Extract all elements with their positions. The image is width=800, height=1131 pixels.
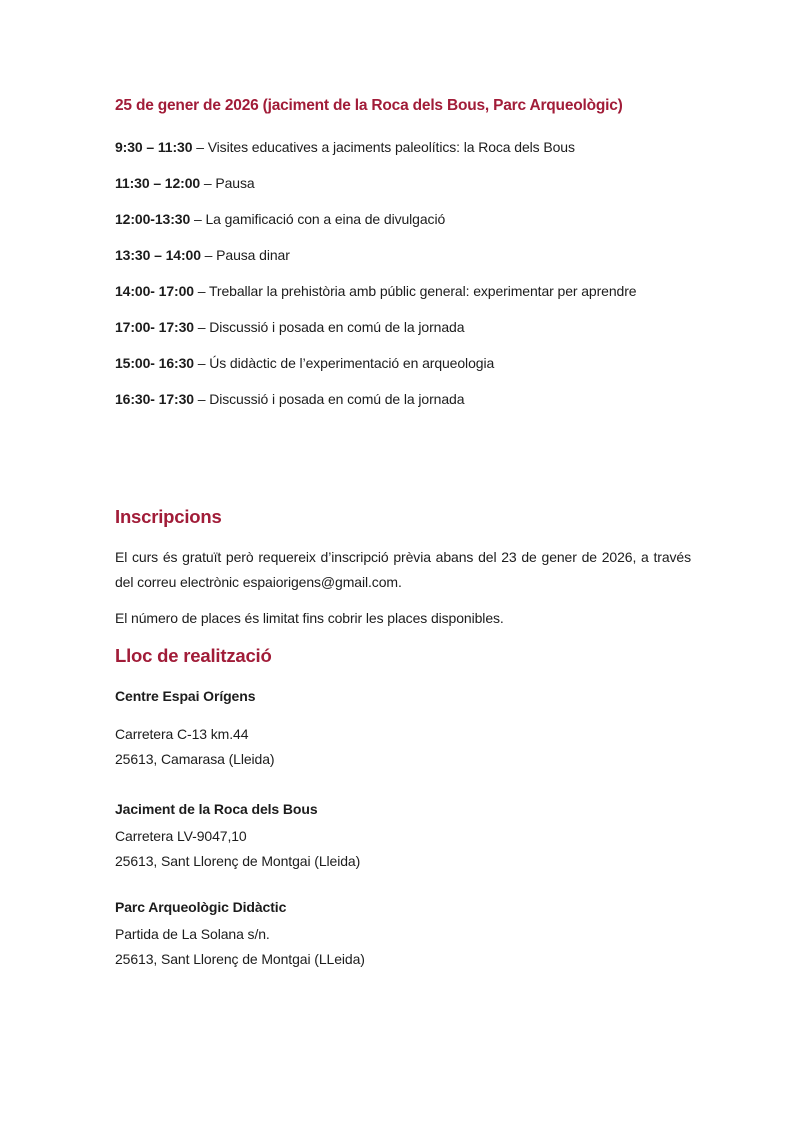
- location-address: [115, 922, 691, 972]
- schedule-time: 12:00-13:30: [115, 211, 191, 227]
- inscriptions-paragraph: El curs és gratuït però requereix d’inscripció prèvia abans del 23 de gener de 2026, a través del correu electrònic espaiorigens@gmail.com.: [115, 549, 691, 590]
- schedule-time: 16:30- 17:30: [115, 391, 194, 407]
- schedule-separator: –: [193, 355, 210, 371]
- location-name: Centre Espai Orígens: [115, 688, 256, 704]
- schedule-item: [115, 173, 691, 193]
- schedule-separator: –: [200, 175, 216, 191]
- location-name: Jaciment de la Roca dels Bous: [115, 801, 318, 817]
- location-address: [115, 824, 691, 874]
- location-heading: Lloc de realització: [115, 645, 272, 666]
- schedule-item: [115, 353, 691, 373]
- schedule-activity: Pausa: [215, 175, 255, 191]
- schedule-separator: –: [193, 283, 209, 299]
- document-content: [115, 0, 691, 972]
- schedule-item: [115, 317, 691, 337]
- schedule-separator: –: [193, 319, 210, 335]
- address-line: Carretera C-13 km.44: [115, 726, 249, 742]
- address-line: 25613, Camarasa (Lleida): [115, 751, 275, 767]
- schedule-time: 17:00- 17:30: [115, 319, 194, 335]
- address-line: Partida de La Solana s/n.: [115, 926, 270, 942]
- inscriptions-heading: Inscripcions: [115, 506, 222, 527]
- schedule-time: 14:00- 17:00: [115, 283, 194, 299]
- schedule-item: [115, 389, 691, 409]
- schedule-activity: Treballar la prehistòria amb públic general: experimentar per aprendre: [208, 283, 637, 299]
- address-line: Carretera LV-9047,10: [115, 828, 247, 844]
- schedule-time: 13:30 – 14:00: [115, 247, 201, 263]
- address-line: 25613, Sant Llorenç de Montgai (Lleida): [115, 853, 361, 869]
- location-address: [115, 722, 691, 772]
- schedule-activity: Visites educatives a jaciments paleolítics: la Roca dels Bous: [207, 139, 575, 155]
- schedule-time: 15:00- 16:30: [115, 355, 194, 371]
- address-line: 25613, Sant Llorenç de Montgai (LLeida): [115, 951, 365, 967]
- schedule-item: [115, 209, 691, 229]
- schedule-separator: –: [192, 139, 208, 155]
- schedule-time: 9:30 – 11:30: [115, 139, 193, 155]
- schedule-item: [115, 281, 691, 301]
- schedule-activity: Pausa dinar: [216, 247, 290, 263]
- schedule-activity: Ús didàctic de l’experimentació en arqueologia: [209, 355, 495, 371]
- schedule-item: [115, 137, 691, 157]
- schedule-item: [115, 245, 691, 265]
- location-name: Parc Arqueològic Didàctic: [115, 899, 287, 915]
- schedule-separator: –: [200, 247, 217, 263]
- schedule-activity: Discussió i posada en comú de la jornada: [209, 391, 465, 407]
- schedule-separator: –: [193, 391, 210, 407]
- schedule-separator: –: [190, 211, 206, 227]
- schedule-time: 11:30 – 12:00: [115, 175, 201, 191]
- schedule-activity: La gamificació con a eina de divulgació: [205, 211, 446, 227]
- schedule-list: [115, 137, 691, 409]
- inscriptions-paragraph: El número de places és limitat fins cobrir les places disponibles.: [115, 610, 504, 626]
- schedule-activity: Discussió i posada en comú de la jornada: [209, 319, 465, 335]
- day-heading: 25 de gener de 2026 (jaciment de la Roca dels Bous, Parc Arqueològic): [115, 97, 623, 114]
